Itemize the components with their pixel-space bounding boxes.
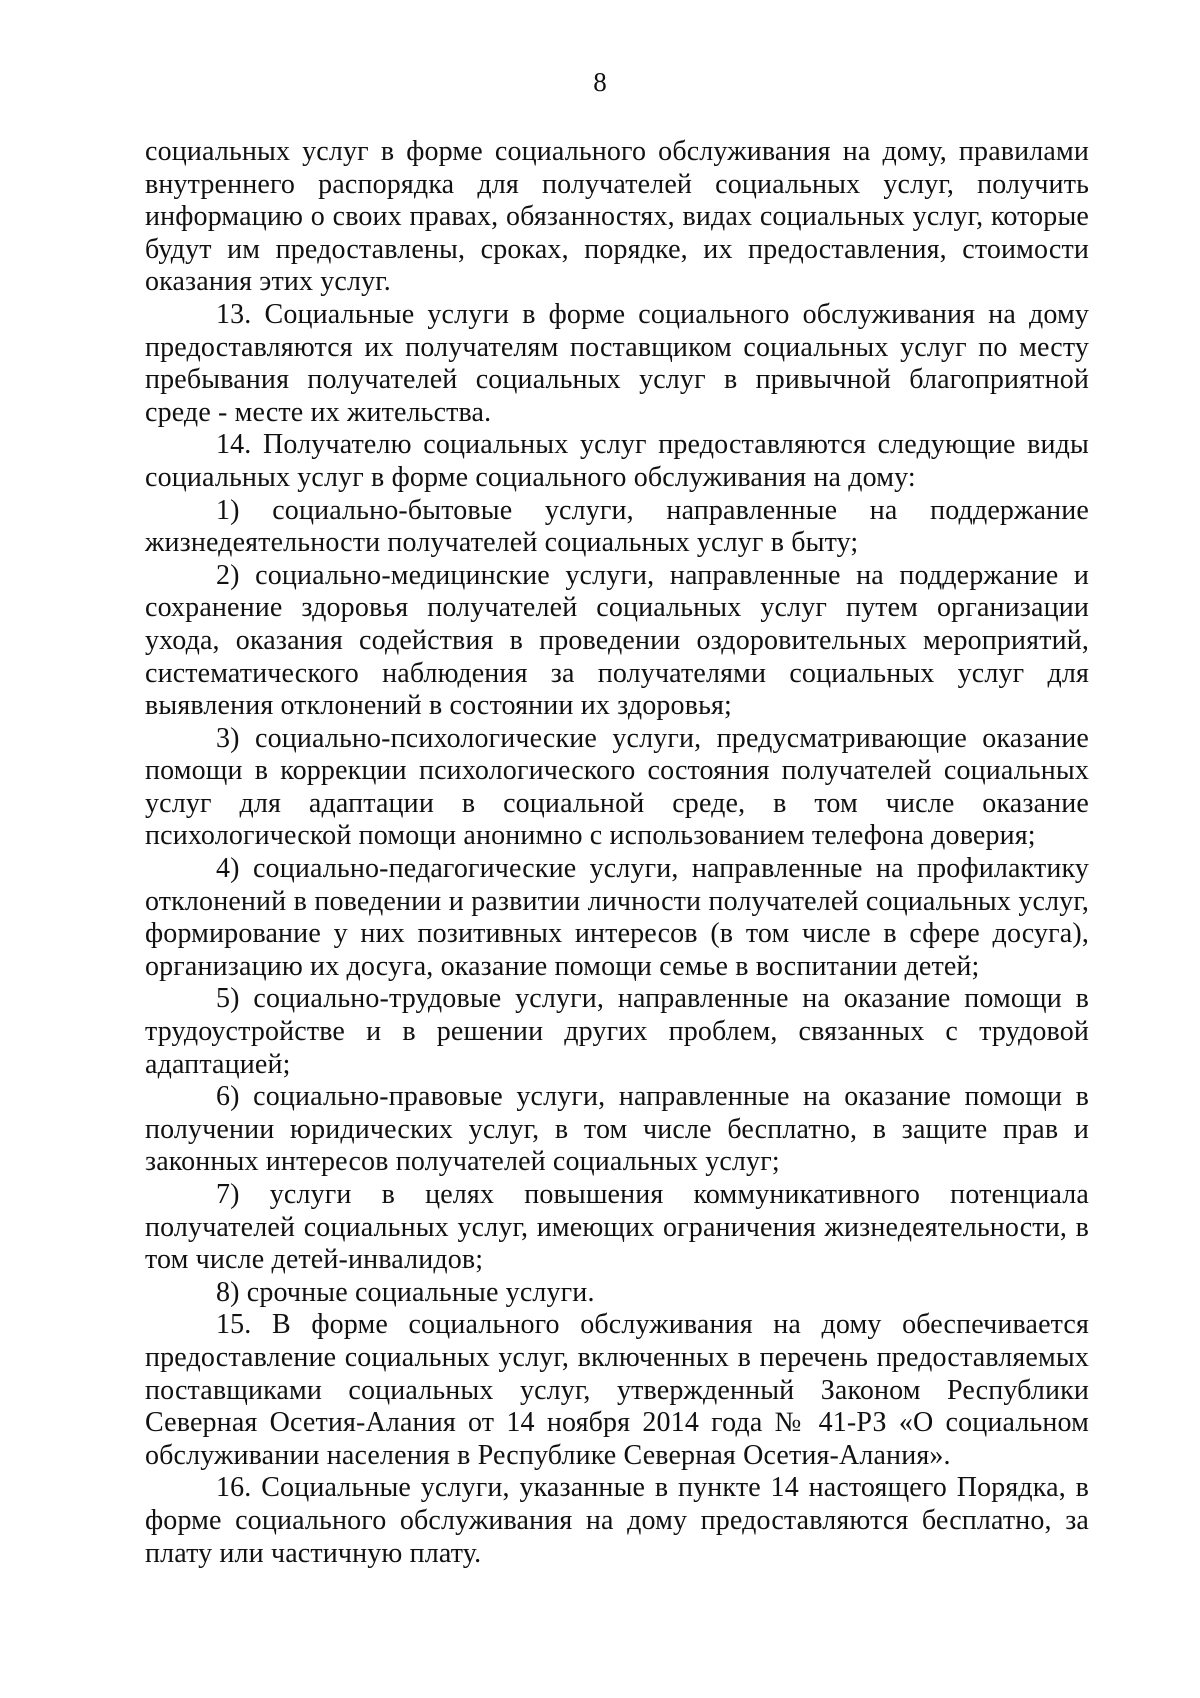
paragraph-14: 14. Получателю социальных услуг предоставляются следующие виды социальных услуг в форме социального обслуживания на дому: bbox=[145, 429, 1089, 493]
list-item-2: 2) социально-медицинские услуги, направленные на поддержание и сохранение здоровья получателей социальных услуг путем организации ухода, оказания содействия в проведении оздоровительных мероприятий, систематического наблюдения за получателями социальных услуг для выявления отклонений в состоянии их здоровья; bbox=[145, 559, 1089, 722]
page-number: 8 bbox=[593, 67, 607, 97]
document-body bbox=[145, 136, 1089, 1570]
list-item-6: 6) социально-правовые услуги, направленные на оказание помощи в получении юридических услуг, в том числе бесплатно, в защите прав и законных интересов получателей социальных услуг; bbox=[145, 1081, 1089, 1178]
list-item-4: 4) социально-педагогические услуги, направленные на профилактику отклонений в поведении и развитии личности получателей социальных услуг, формирование у них позитивных интересов (в том числе в сфере досуга), организацию их досуга, оказание помощи семье в воспитании детей; bbox=[145, 853, 1089, 982]
paragraph-continuation: социальных услуг в форме социального обслуживания на дому, правилами внутреннего распорядка для получателей социальных услуг, получить информацию о своих правах, обязанностях, видах социальных услуг, которые будут им предоставлены, сроках, порядке, их предоставления, стоимости оказания этих услуг. bbox=[145, 136, 1089, 298]
list-item-7: 7) услуги в целях повышения коммуникативного потенциала получателей социальных услуг, имеющих ограничения жизнедеятельности, в том числе детей-инвалидов; bbox=[145, 1179, 1089, 1276]
paragraph-13: 13. Социальные услуги в форме социального обслуживания на дому предоставляются их получателям поставщиком социальных услуг по месту пребывания получателей социальных услуг в привычной благоприятной среде - месте их жительства. bbox=[145, 298, 1089, 428]
list-item-8: 8) срочные социальные услуги. bbox=[216, 1276, 595, 1308]
list-item-1: 1) социально-бытовые услуги, направленные на поддержание жизнедеятельности получателей социальных услуг в быту; bbox=[145, 494, 1089, 559]
paragraph-15: 15. В форме социального обслуживания на дому обеспечивается предоставление социальных услуг, включенных в перечень предоставляемых поставщиками социальных услуг, утвержденный Законом Республики Северная Осетия-Алания от 14 ноября 2014 года № 41-РЗ «О социальном обслуживании населения в Республике Северная Осетия-Алания». bbox=[145, 1309, 1089, 1471]
list-item-5: 5) социально-трудовые услуги, направленные на оказание помощи в трудоустройстве и в решении других проблем, связанных с трудовой адаптацией; bbox=[145, 983, 1089, 1080]
list-item-3: 3) социально-психологические услуги, предусматривающие оказание помощи в коррекции психологического состояния получателей социальных услуг для адаптации в социальной среде, в том числе оказание психологической помощи анонимно с использованием телефона доверия; bbox=[145, 722, 1089, 852]
paragraph-16: 16. Социальные услуги, указанные в пункте 14 настоящего Порядка, в форме социального обслуживания на дому предоставляются бесплатно, за плату или частичную плату. bbox=[145, 1472, 1089, 1569]
